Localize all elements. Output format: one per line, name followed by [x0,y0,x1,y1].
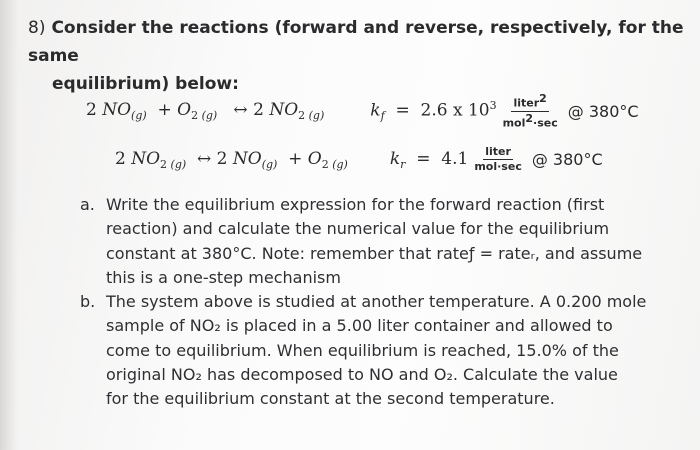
equilibrium-arrow-icon: ↔ [233,100,248,121]
question-parts [80,193,680,412]
part-label: a. [80,195,95,214]
part-label: b. [80,292,96,312]
reverse-temperature: @ 380°C [531,150,603,169]
part-b-line: sample of NO₂ is placed in a 5.00 liter container and allowed to [106,316,613,336]
part-b-line: original NO₂ has decomposed to NO and O₂. Calculate the value [106,365,618,385]
part-b [80,290,680,411]
question-number: 8) [28,18,46,38]
forward-temperature: @ 380°C [567,101,639,121]
question-heading [28,14,688,98]
page-edge-shadow [0,0,18,450]
reverse-rate-constant: $k_r = 4.1$ [389,148,469,171]
part-a-line: Write the equilibrium expression for the forward reaction (first [106,195,605,214]
part-b-line: for the equilibrium constant at the second temperature. [106,389,555,409]
part-b-line: come to equilibrium. When equilibrium is reached, 15.0% of the [106,340,619,360]
part-b-line: The system above is studied at another temperature. A 0.200 mole [106,292,647,312]
question-line-1: Consider the reactions (forward and reverse, respectively, for the same [28,18,684,66]
reverse-reaction [115,145,603,174]
part-a-line: reaction) and calculate the numerical value for the equilibrium [106,219,610,239]
forward-rate-constant: $k_f = 2.6$ x $10^3$ [370,99,497,123]
part-a-line: constant at 380°C. Note: remember that rateƒ = rateᵣ, and assume [106,243,643,263]
forward-equation: 2 $NO_{(g)} + O_2$ $_{(g)}$ ↔ 2 $NO_2$ $_{(g)}$ [86,100,325,123]
reverse-equation: 2 $NO_2$ $_{(g)}$ ↔ 2 $NO_{(g)} + O_2$ $_{(g)}$ [115,148,348,171]
part-a [80,193,680,290]
equilibrium-arrow-icon: ↔ [196,148,212,169]
question-line-2: equilibrium) below: [52,74,239,94]
reverse-units-fraction: $\frac{\text{liter}}{\text{mol·sec}}$ [474,145,522,173]
forward-units-fraction: $\frac{liter^2}{mol^2\cdot\sec}$ [502,92,558,130]
part-a-line: this is a one-step mechanism [106,267,341,287]
forward-reaction [86,92,639,130]
